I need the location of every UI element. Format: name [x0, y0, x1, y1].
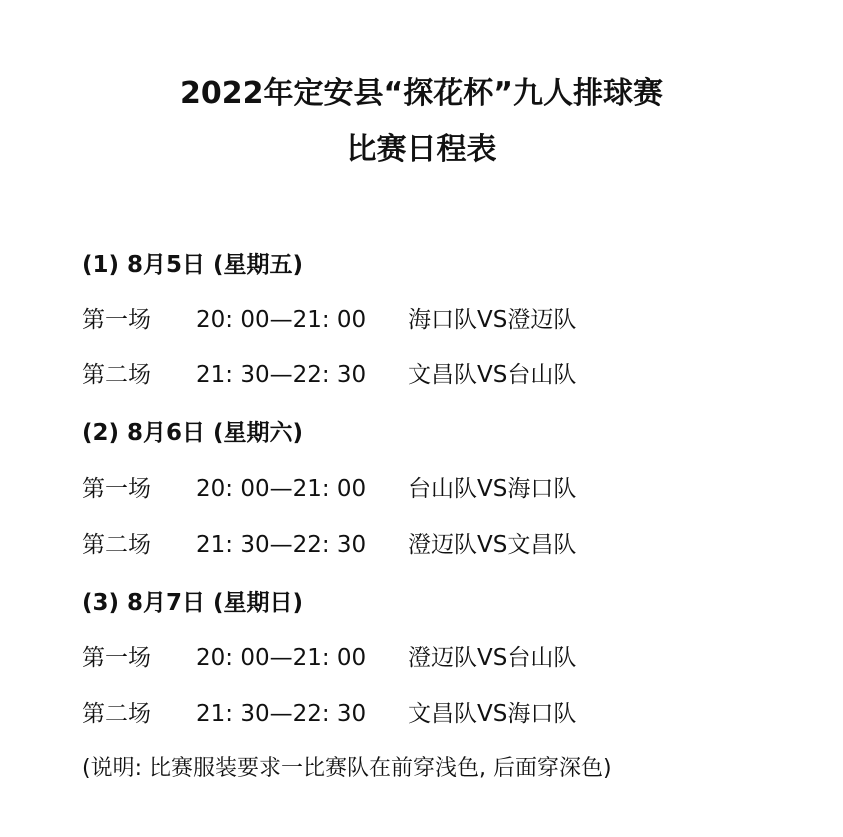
- match-order: 第一场: [82, 476, 151, 502]
- match-order: 第一场: [82, 645, 151, 671]
- match-teams: 澄迈队VS台山队: [408, 645, 577, 671]
- match-time: 21: 30—22: 30: [196, 362, 367, 388]
- match-order: 第一场: [82, 307, 151, 333]
- match-teams: 澄迈队VS文昌队: [408, 532, 577, 558]
- day-heading: (1) 8月5日 (星期五): [82, 252, 304, 278]
- match-teams: 文昌队VS海口队: [408, 701, 577, 727]
- match-order: 第二场: [82, 362, 151, 388]
- day-heading: (3) 8月7日 (星期日): [82, 590, 304, 616]
- match-time: 21: 30—22: 30: [196, 701, 367, 727]
- match-teams: 文昌队VS台山队: [408, 362, 577, 388]
- match-time: 20: 00—21: 00: [196, 307, 367, 333]
- document-subtitle: 比赛日程表: [346, 132, 497, 167]
- match-order: 第二场: [82, 701, 151, 727]
- match-teams: 海口队VS澄迈队: [408, 307, 577, 333]
- match-time: 21: 30—22: 30: [196, 532, 367, 558]
- dress-code-note: (说明: 比赛服装要求一比赛队在前穿浅色, 后面穿深色): [82, 756, 612, 781]
- match-order: 第二场: [82, 532, 151, 558]
- match-time: 20: 00—21: 00: [196, 645, 367, 671]
- match-time: 20: 00—21: 00: [196, 476, 367, 502]
- document-title: 2022年定安县“探花杯”九人排球赛: [180, 76, 663, 111]
- match-teams: 台山队VS海口队: [408, 476, 577, 502]
- day-heading: (2) 8月6日 (星期六): [82, 420, 304, 446]
